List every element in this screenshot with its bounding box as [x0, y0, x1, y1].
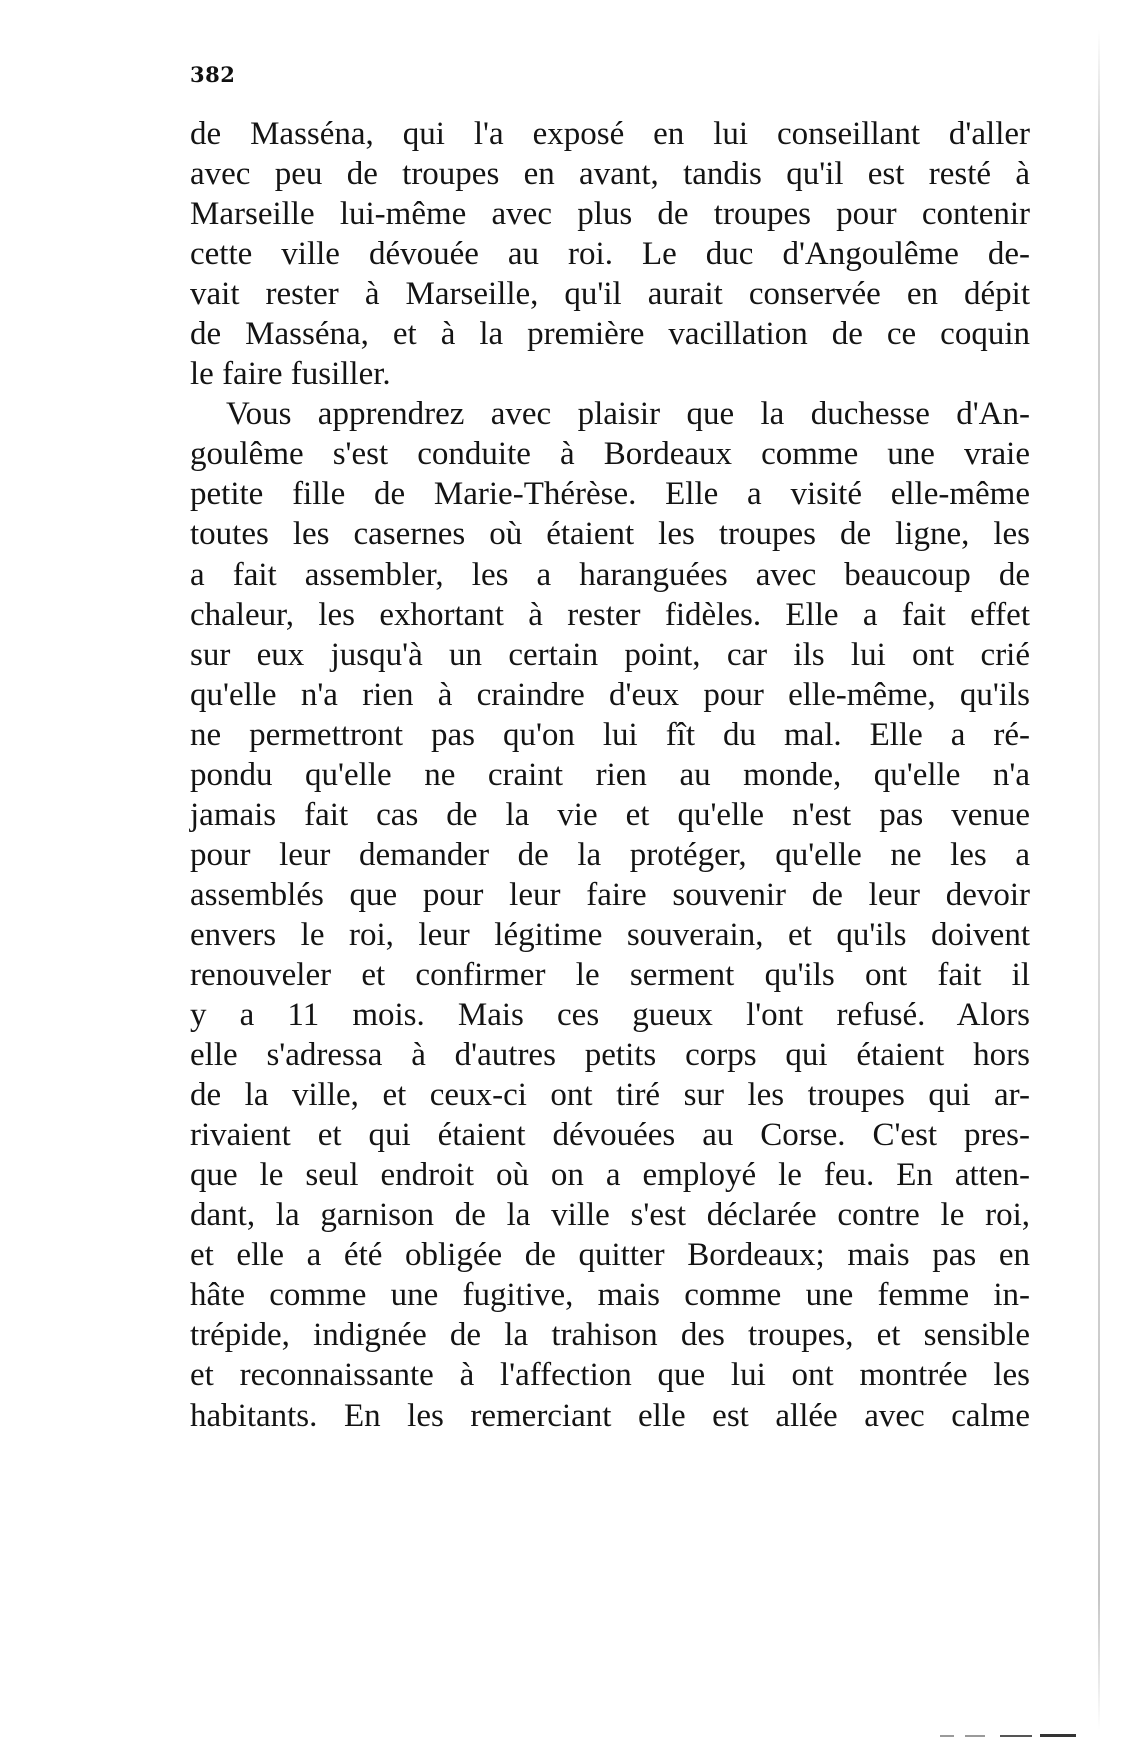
scan-artifact-mark — [1040, 1734, 1076, 1737]
text-line: le faire fusiller. — [190, 356, 391, 393]
text-line: toutes les casernes où étaient les troupes de ligne, les — [190, 516, 1030, 553]
text-line: hâte comme une fugitive, mais comme une femme in- — [190, 1277, 1030, 1314]
text-line: de Masséna, qui l'a exposé en lui conseillant d'aller — [190, 116, 1030, 152]
text-line: elle s'adressa à d'autres petits corps qui étaient hors — [190, 1037, 1030, 1074]
text-line: goulême s'est conduite à Bordeaux comme une vraie — [190, 436, 1030, 473]
text-line: sur eux jusqu'à un certain point, car ils lui ont crié — [190, 636, 1030, 673]
text-line: pour leur demander de la protéger, qu'elle ne les a — [190, 836, 1030, 873]
text-line: chaleur, les exhortant à rester fidèles. Elle a fait effet — [190, 596, 1030, 633]
text-line: envers le roi, leur légitime souverain, et qu'ils doivent — [190, 916, 1030, 953]
text-line: habitants. En les remerciant elle est allée avec calme — [190, 1397, 1030, 1434]
paragraph-first-line: Vous apprendrez avec plaisir que la duchesse d'An- — [226, 396, 1030, 433]
text-line: cette ville dévouée au roi. Le duc d'Angoulême de- — [190, 236, 1030, 273]
text-line: petite fille de Marie-Thérèse. Elle a visité elle-même — [190, 476, 1030, 513]
text-line: a fait assembler, les a haranguées avec beaucoup de — [190, 556, 1030, 593]
text-line: pondu qu'elle ne craint rien au monde, qu'elle n'a — [190, 756, 1030, 793]
text-line: y a 11 mois. Mais ces gueux l'ont refusé. Alors — [190, 997, 1030, 1034]
page-number: 382 — [190, 62, 236, 87]
text-line: de la ville, et ceux-ci ont tiré sur les troupes qui ar- — [190, 1077, 1030, 1114]
text-line: dant, la garnison de la ville s'est déclarée contre le roi, — [190, 1197, 1030, 1234]
scan-artifact-mark — [940, 1735, 954, 1737]
text-line: et elle a été obligée de quitter Bordeaux; mais pas en — [190, 1237, 1030, 1274]
page-edge-shadow — [1098, 30, 1100, 1730]
text-line: renouveler et confirmer le serment qu'ils ont fait il — [190, 956, 1030, 993]
scan-artifact-mark — [965, 1735, 985, 1737]
text-line: assemblés que pour leur faire souvenir de leur devoir — [190, 876, 1030, 913]
scan-artifact-mark — [1000, 1735, 1032, 1737]
text-line: de Masséna, et à la première vacillation de ce coquin — [190, 316, 1030, 353]
text-line: qu'elle n'a rien à craindre d'eux pour elle-même, qu'ils — [190, 676, 1030, 713]
text-line: rivaient et qui étaient dévouées au Corse. C'est pres- — [190, 1117, 1030, 1154]
text-line: ne permettront pas qu'on lui fît du mal. Elle a ré- — [190, 716, 1030, 753]
text-line: Marseille lui-même avec plus de troupes pour contenir — [190, 196, 1030, 233]
text-line: avec peu de troupes en avant, tandis qu'il est resté à — [190, 156, 1030, 193]
text-line: que le seul endroit où on a employé le feu. En atten- — [190, 1157, 1030, 1194]
text-line: vait rester à Marseille, qu'il aurait conservée en dépit — [190, 276, 1030, 313]
text-line: et reconnaissante à l'affection que lui ont montrée les — [190, 1357, 1030, 1394]
text-line: trépide, indignée de la trahison des troupes, et sensible — [190, 1317, 1030, 1354]
body-text — [190, 114, 1030, 1436]
text-line: jamais fait cas de la vie et qu'elle n'est pas venue — [190, 796, 1030, 833]
